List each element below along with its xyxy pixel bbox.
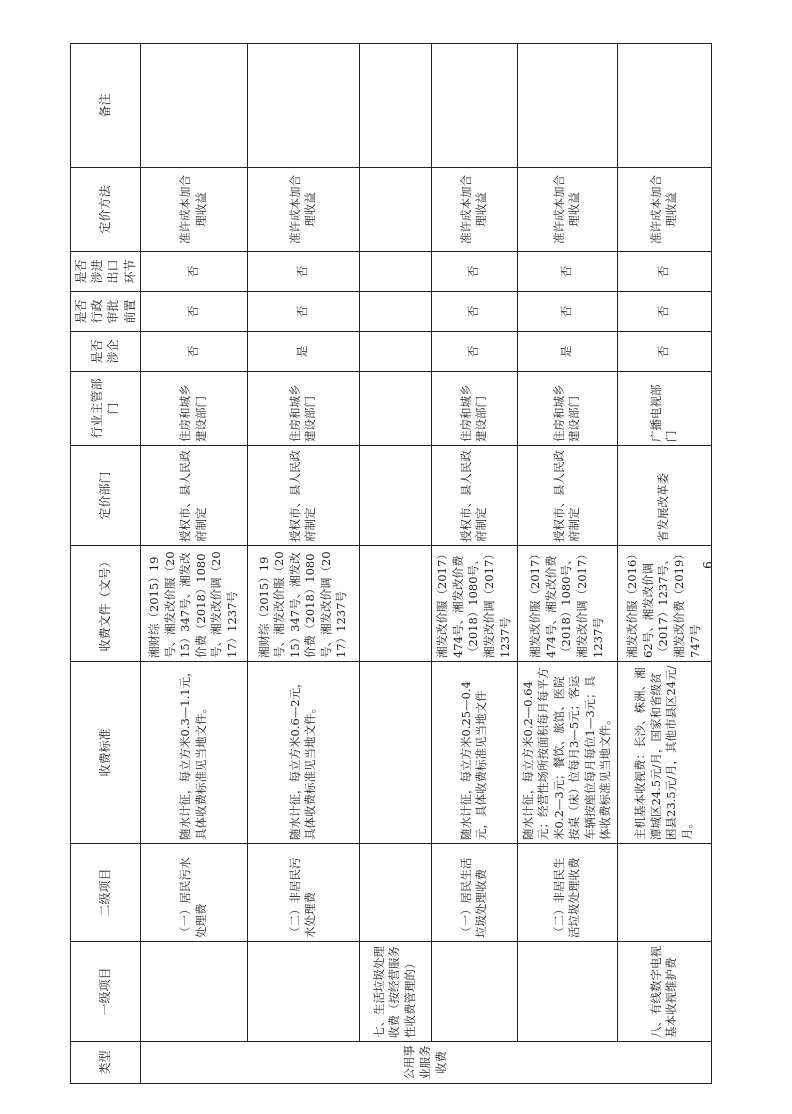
method-cell bbox=[359, 168, 431, 252]
enterprise-cell: 是 bbox=[517, 332, 617, 372]
header-standard: 收费标准 bbox=[71, 662, 141, 844]
header-row bbox=[71, 44, 141, 1084]
remark-cell bbox=[359, 44, 431, 168]
enterprise-cell: 否 bbox=[431, 332, 517, 372]
standard-cell: 主机基本收视费：长沙、株洲、湘潭城区24.5元/月，国家和省级贫困县23.5元/月，其他市县区24元/月。 bbox=[617, 662, 711, 844]
admin-pre-cell: 否 bbox=[617, 292, 711, 332]
industry-dept-cell: 住房和城乡建设部门 bbox=[247, 372, 359, 446]
industry-dept-cell: 住房和城乡建设部门 bbox=[140, 372, 247, 446]
docs-cell bbox=[359, 546, 431, 662]
header-admin-pre: 是否行政审批前置 bbox=[71, 292, 141, 332]
docs-cell: 湘发改价服（2017）474号、湘发改价费（2018）1080号、湘发改价调（2017）1237号 bbox=[431, 546, 517, 662]
type-cell: 公用事业服务收费 bbox=[140, 1042, 711, 1084]
remark-cell bbox=[517, 44, 617, 168]
import-export-cell: 否 bbox=[617, 252, 711, 292]
remark-cell bbox=[247, 44, 359, 168]
standard-cell: 随水计征，每立方米0.2—0.64元；经营性场所按面积每月每平方米0.2—3元；餐饮、旅馆、医院按桌（床）位每月3—5元；客运车辆按座位每月每位1—3元；具体收费标准见当地文件。 bbox=[517, 662, 617, 844]
import-export-cell: 否 bbox=[517, 252, 617, 292]
remark-cell bbox=[617, 44, 711, 168]
enterprise-cell bbox=[359, 332, 431, 372]
import-export-cell bbox=[359, 252, 431, 292]
pricing-dept-cell: 授权市、县人民政府制定 bbox=[517, 446, 617, 546]
level1-cell: 八、有线数字电视基本收视维护费 bbox=[617, 942, 711, 1042]
page-number: 6 bbox=[700, 561, 715, 569]
import-export-cell: 否 bbox=[431, 252, 517, 292]
docs-cell: 湘财综（2015）19号、湘发改价服（2015）347号、湘发改价费（2018）1080号、湘发改价调（2017）1237号 bbox=[140, 546, 247, 662]
industry-dept-cell: 广播电视部门 bbox=[617, 372, 711, 446]
docs-cell: 湘发改价服（2017）474号、湘发改价费（2018）1080号、湘发改价调（2017）1237号 bbox=[517, 546, 617, 662]
admin-pre-cell: 否 bbox=[431, 292, 517, 332]
docs-cell: 湘财综（2015）19号、湘发改价服（2015）347号、湘发改价费（2018）1080号、湘发改价调（2017）1237号 bbox=[247, 546, 359, 662]
standard-cell: 随水计征，每立方米0.6—2元，具体收费标准见当地文件。 bbox=[247, 662, 359, 844]
level2-cell: （一）居民污水处理费 bbox=[140, 844, 247, 942]
table-row bbox=[359, 44, 431, 1084]
pricing-dept-cell bbox=[359, 446, 431, 546]
level2-cell: （一）居民生活垃圾处理收费 bbox=[431, 844, 517, 942]
remark-cell bbox=[140, 44, 247, 168]
admin-pre-cell bbox=[359, 292, 431, 332]
enterprise-cell: 是 bbox=[247, 332, 359, 372]
level1-cell bbox=[517, 942, 617, 1042]
method-cell: 准许成本加合理收益 bbox=[431, 168, 517, 252]
standard-cell: 随水计征，每立方米0.25—0.4元，具体收费标准见当地文件 bbox=[431, 662, 517, 844]
header-remark: 备注 bbox=[71, 44, 141, 168]
header-type: 类型 bbox=[71, 1042, 141, 1084]
header-import-export: 是否涉进出口环节 bbox=[71, 252, 141, 292]
import-export-cell: 否 bbox=[140, 252, 247, 292]
level1-cell bbox=[247, 942, 359, 1042]
admin-pre-cell: 否 bbox=[517, 292, 617, 332]
industry-dept-cell bbox=[359, 372, 431, 446]
level2-cell bbox=[617, 844, 711, 942]
level2-cell: （二）非居民生活垃圾处理收费 bbox=[517, 844, 617, 942]
header-enterprise: 是否涉企 bbox=[71, 332, 141, 372]
level1-cell: 七、生活垃圾处理收费（按经营服务性收费管理的） bbox=[359, 942, 431, 1042]
table-row bbox=[617, 44, 711, 1084]
level2-cell bbox=[359, 844, 431, 942]
standard-cell bbox=[359, 662, 431, 844]
header-level1: 一级项目 bbox=[71, 942, 141, 1042]
enterprise-cell: 否 bbox=[617, 332, 711, 372]
table-row bbox=[140, 44, 247, 1084]
admin-pre-cell: 否 bbox=[247, 292, 359, 332]
fee-table-rotated bbox=[70, 44, 702, 1084]
header-pricing-dept: 定价部门 bbox=[71, 446, 141, 546]
docs-cell: 湘发改价服（2016）62号、湘发改价调（2017）1237号、湘发改价费（2019）747号 bbox=[617, 546, 711, 662]
pricing-dept-cell: 省发展改革委 bbox=[617, 446, 711, 546]
enterprise-cell: 否 bbox=[140, 332, 247, 372]
level1-cell bbox=[140, 942, 247, 1042]
pricing-dept-cell: 授权市、县人民政府制定 bbox=[140, 446, 247, 546]
method-cell: 准许成本加合理收益 bbox=[517, 168, 617, 252]
table-row bbox=[431, 44, 517, 1084]
industry-dept-cell: 住房和城乡建设部门 bbox=[431, 372, 517, 446]
level1-cell bbox=[431, 942, 517, 1042]
industry-dept-cell: 住房和城乡建设部门 bbox=[517, 372, 617, 446]
method-cell: 准许成本加合理收益 bbox=[140, 168, 247, 252]
header-level2: 二级项目 bbox=[71, 844, 141, 942]
standard-cell: 随水计征，每立方米0.3—1.1元，具体收费标准见当地文件。 bbox=[140, 662, 247, 844]
admin-pre-cell: 否 bbox=[140, 292, 247, 332]
method-cell: 准许成本加合理收益 bbox=[247, 168, 359, 252]
header-docs: 收费文件（文号） bbox=[71, 546, 141, 662]
table-row bbox=[247, 44, 359, 1084]
table-row bbox=[517, 44, 617, 1084]
remark-cell bbox=[431, 44, 517, 168]
level2-cell: （二）非居民污水处理费 bbox=[247, 844, 359, 942]
header-method: 定价方法 bbox=[71, 168, 141, 252]
header-industry-dept: 行业主管部门 bbox=[71, 372, 141, 446]
method-cell: 准许成本加合理收益 bbox=[617, 168, 711, 252]
pricing-dept-cell: 授权市、县人民政府制定 bbox=[431, 446, 517, 546]
import-export-cell: 否 bbox=[247, 252, 359, 292]
pricing-dept-cell: 授权市、县人民政府制定 bbox=[247, 446, 359, 546]
fee-table bbox=[70, 43, 712, 1084]
